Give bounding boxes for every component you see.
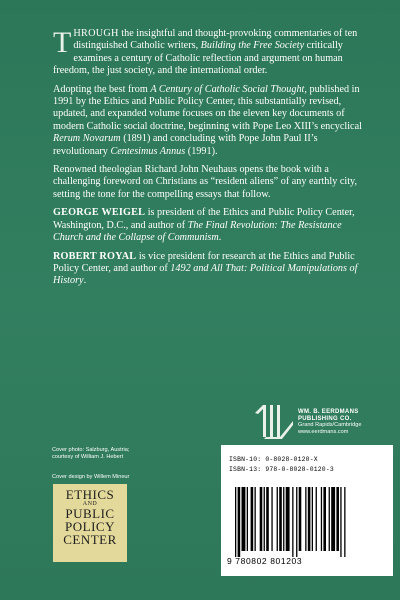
barcode-icon	[235, 487, 381, 557]
author-bio-text: is president of the Ethics and Public Policy Center, Washington, D.C., and author of	[53, 207, 355, 231]
author-name: ROBERT ROYAL	[53, 250, 137, 262]
author-bio-text: is vice president for research at the Ethics and Public Policy Center, and author of	[53, 250, 355, 274]
photo-credit	[52, 447, 182, 461]
barcode-bar	[292, 487, 293, 557]
barcode-bar	[312, 487, 313, 551]
photo-credit-line: Cover photo: Salzburg, Austria;	[52, 447, 130, 453]
logo-word: CENTER	[63, 532, 117, 547]
barcode-bar	[283, 487, 284, 551]
referenced-title: Rerum Novarum	[53, 133, 121, 145]
photo-credit-line: courtesy of William J. Hebert	[52, 454, 124, 460]
barcode-bar	[247, 487, 248, 551]
barcode-bar	[321, 487, 322, 551]
description-paragraph-2	[53, 84, 365, 158]
barcode-bar	[331, 487, 335, 551]
barcode-bar	[299, 487, 302, 551]
drop-cap: T	[53, 26, 72, 59]
author-bio-text: .	[83, 275, 87, 287]
barcode-bar	[277, 487, 278, 551]
barcode-bar	[286, 487, 290, 551]
publisher-company: PUBLISHING CO.	[298, 415, 352, 422]
back-cover-copy	[53, 28, 365, 294]
isbn-numbers	[229, 455, 387, 475]
ethics-public-policy-center-logo	[53, 484, 127, 562]
barcode-bar	[242, 487, 246, 551]
lead-word: HROUGH	[73, 28, 119, 39]
barcode-bar	[251, 487, 254, 551]
logo-word: ETHICS	[65, 487, 115, 502]
description-text: , published in 1991 by the Ethics and Public Policy Center, this substantially revised, updated, and expanded volume focuses on the eleven key documents of modern Catholic social doctrine, beginning with Pope Leo XIII’s encyclical	[53, 83, 362, 132]
publisher-text	[298, 409, 393, 435]
publisher-name: WM. B. EERDMANS	[298, 409, 359, 415]
design-credit: Cover design by Willem Mineur	[52, 474, 130, 480]
description-text: the insightful and thought-provoking commentaries of ten distinguished Catholic writers,	[73, 28, 358, 52]
publisher-website: www.eerdmans.com	[298, 428, 349, 435]
description-paragraph-1	[53, 28, 365, 78]
publisher-imprint	[253, 403, 388, 443]
logo-word: POLICY	[65, 519, 115, 534]
barcode-bar	[329, 487, 330, 551]
barcode-bar	[271, 487, 272, 551]
author-bio-1	[53, 207, 365, 244]
barcode-bar	[308, 487, 311, 551]
barcode-bar	[336, 487, 339, 551]
barcode-bar	[255, 487, 256, 551]
book-title: Building the Free Society	[200, 40, 305, 52]
author-book-title: 1492 and All That: Political Manipulations of History	[53, 262, 358, 287]
barcode-number: 9 780802 801203	[227, 556, 303, 566]
barcode-bar	[340, 487, 341, 557]
barcode-bar	[296, 487, 297, 557]
author-bio-text: .	[218, 232, 222, 244]
author-bio-2	[53, 251, 365, 288]
description-text: Adopting the best from	[53, 83, 151, 95]
barcode-bar	[235, 487, 236, 557]
referenced-title: A Century of Catholic Social Thought	[150, 83, 305, 95]
barcode-bar	[264, 487, 265, 551]
barcode-bar	[279, 487, 282, 551]
barcode-bar	[260, 487, 263, 551]
barcode-bar	[266, 487, 269, 551]
barcode-bar	[323, 487, 326, 551]
description-paragraph-3: Renowned theologian Richard John Neuhaus opens the book with a challenging foreword on Christians as “resident aliens” of any earthly city, setting the tone for the compelling essays that follow.	[53, 164, 358, 200]
barcode-bar	[344, 487, 345, 557]
isbn-barcode-panel	[221, 445, 393, 576]
logo-word: AND	[82, 501, 98, 507]
isbn-13: ISBN-13: 978-0-8028-0120-3	[229, 466, 334, 473]
description-text: (1991).	[185, 145, 218, 157]
logo-word: PUBLIC	[65, 506, 115, 521]
publisher-location: Grand Rapids/Cambridge	[298, 422, 362, 429]
isbn-10: ISBN-10: 0-8028-0120-X	[229, 456, 318, 463]
referenced-title: Centesimus Annus	[110, 145, 186, 157]
author-name: GEORGE WEIGEL	[53, 207, 146, 219]
barcode-bar	[305, 487, 306, 551]
barcode-bar	[238, 487, 241, 557]
author-book-title: The Final Revolution: The Resistance Church and the Collapse of Communism	[53, 219, 342, 244]
eerdmans-logo-icon	[253, 403, 295, 443]
barcode-bar	[316, 487, 317, 551]
description-text: (1891) and concluding with Pope John Paul II’s revolutionary	[53, 133, 318, 157]
description-text: critically examines a century of Catholic reflection and argument on human freedom, the just society, and the international order.	[53, 40, 343, 77]
